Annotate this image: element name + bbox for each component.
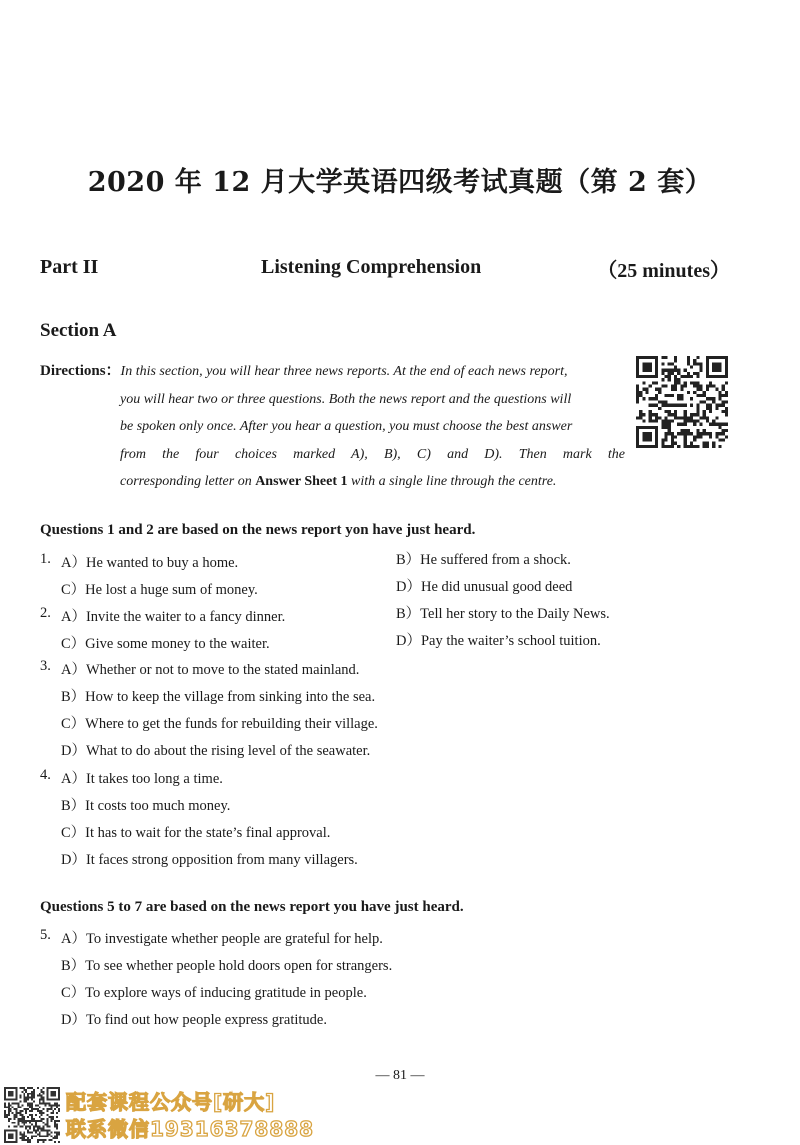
watermark-line-2: 联系微信19316378888 <box>66 1117 315 1141</box>
question-number: 1. <box>40 551 51 567</box>
option-4d: D）It faces strong opposition from many villagers. <box>61 852 358 868</box>
question-group-heading: Questions 5 to 7 are based on the news report you have just heard. <box>40 899 464 915</box>
directions-line-4: from the four choices marked A), B), C) and D). Then mark the <box>120 446 625 462</box>
option-2a: A）Invite the waiter to a fancy dinner. <box>61 609 286 625</box>
option-2c: C）Give some money to the waiter. <box>61 636 270 652</box>
answer-sheet-ref: Answer Sheet 1 <box>255 474 348 489</box>
qr-code-icon <box>4 1087 60 1143</box>
option-5b: B）To see whether people hold doors open for strangers. <box>61 958 393 974</box>
question-number: 3. <box>40 658 51 674</box>
option-4a: A）It takes too long a time. <box>61 771 223 787</box>
option-5c: C）To explore ways of inducing gratitude in people. <box>61 985 367 1001</box>
option-1c: C）He lost a huge sum of money. <box>61 582 258 598</box>
option-5a: A）To investigate whether people are grateful for help. <box>61 931 383 947</box>
page-title: 2020 年 12 月大学英语四级考试真题（第 2 套） <box>87 167 713 198</box>
question-group-heading: Questions 1 and 2 are based on the news report yon have just heard. <box>40 522 476 538</box>
directions-label: Directions： <box>40 363 121 379</box>
option-1a: A）He wanted to buy a home. <box>61 555 239 571</box>
part-label: Part II <box>40 256 99 278</box>
option-1b: B）He suffered from a shock. <box>396 552 571 568</box>
directions-line-5: corresponding letter on Answer Sheet 1 with a single line through the centre. <box>120 474 557 489</box>
section-label: Section A <box>40 320 117 341</box>
option-3a: A）Whether or not to move to the stated mainland. <box>61 662 360 678</box>
option-4b: B）It costs too much money. <box>61 798 231 814</box>
option-3d: D）What to do about the rising level of the seawater. <box>61 743 371 759</box>
option-1d: D）He did unusual good deed <box>396 579 573 595</box>
watermark-line-1: 配套课程公众号[研大] <box>66 1090 276 1114</box>
directions-line-2: you will hear two or three questions. Both the news report and the questions will <box>120 391 572 407</box>
part-name: Listening Comprehension <box>261 256 482 278</box>
part-header <box>40 256 730 286</box>
option-3c: C）Where to get the funds for rebuilding their village. <box>61 716 378 732</box>
option-4c: C）It has to wait for the state’s final approval. <box>61 825 331 841</box>
option-2d: D）Pay the waiter’s school tuition. <box>396 633 601 649</box>
question-number: 2. <box>40 605 51 621</box>
question-number: 5. <box>40 927 51 943</box>
directions <box>40 358 625 496</box>
option-2b: B）Tell her story to the Daily News. <box>396 606 610 622</box>
page-number: — 81 — <box>375 1068 425 1083</box>
part-time: （25 minutes） <box>597 260 730 282</box>
directions-line-3: be spoken only once. After you hear a question, you must choose the best answer <box>120 419 573 434</box>
option-3b: B）How to keep the village from sinking into the sea. <box>61 689 376 705</box>
question-number: 4. <box>40 767 51 783</box>
option-5d: D）To find out how people express gratitude. <box>61 1012 327 1028</box>
directions-line-1: In this section, you will hear three news reports. At the end of each news report, <box>120 364 568 379</box>
qr-code-icon <box>636 356 728 448</box>
